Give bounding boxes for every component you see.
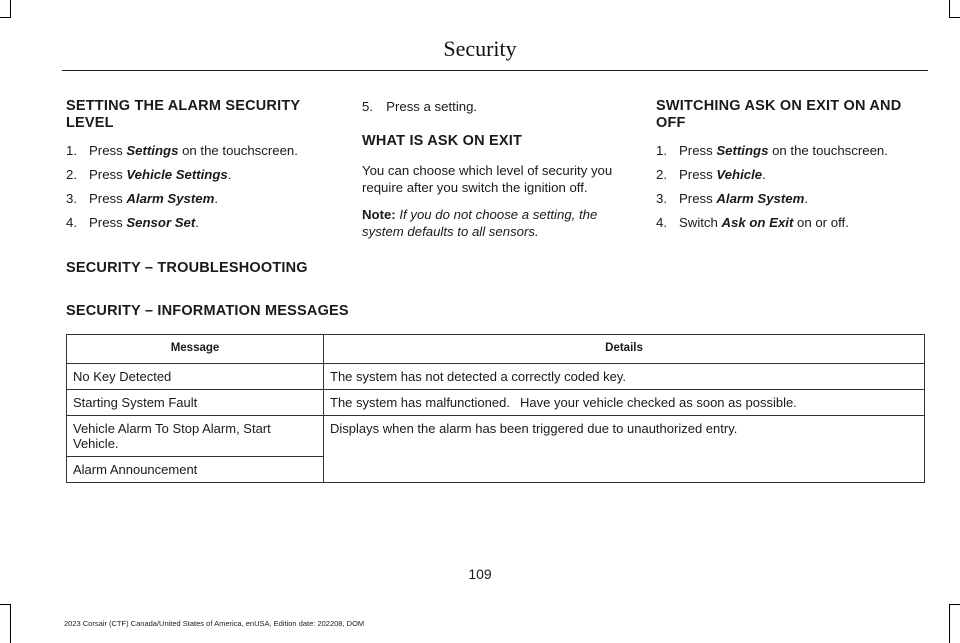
step-item	[656, 166, 916, 183]
step-number: 4.	[656, 215, 667, 230]
note-label: Note:	[362, 207, 396, 222]
step-text: Press	[679, 191, 717, 206]
crop-mark-bottom-right-h	[950, 604, 960, 605]
details-cell: Displays when the alarm has been triggered due to unauthorized entry.	[324, 416, 925, 483]
crop-mark-top-left	[10, 0, 11, 18]
crop-mark-bottom-right	[949, 604, 950, 643]
alarm-security-level-section	[66, 98, 326, 238]
step-text: Press	[89, 143, 127, 158]
step-item	[656, 190, 916, 207]
crop-mark-top-left-h	[0, 17, 10, 18]
step-keyword: Alarm System	[126, 191, 215, 206]
alarm-security-level-steps	[66, 142, 326, 231]
step-item	[656, 142, 916, 159]
step-keyword: Ask on Exit	[721, 215, 794, 230]
step-keyword: Settings	[126, 143, 179, 158]
crop-mark-top-right	[949, 0, 950, 18]
step-text: Press	[89, 215, 127, 230]
message-cell: Vehicle Alarm To Stop Alarm, Start Vehicle.	[67, 416, 324, 457]
step-number: 3.	[656, 191, 667, 206]
note	[362, 206, 632, 240]
table-row	[67, 416, 925, 457]
step-text: Press	[89, 191, 127, 206]
ask-on-exit-body: You can choose which level of security you require after you switch the ignition off.	[362, 163, 613, 195]
table-header-row	[67, 335, 925, 364]
step-text: .	[195, 215, 199, 230]
step-keyword: Vehicle	[716, 167, 763, 182]
step-item	[66, 214, 326, 231]
alarm-security-level-heading: SETTING THE ALARM SECURITY LEVEL	[66, 98, 300, 131]
step-keyword: Vehicle Settings	[126, 167, 228, 182]
ask-on-exit-section	[362, 98, 632, 250]
step-text: .	[804, 191, 809, 206]
step-number: 1.	[656, 143, 667, 158]
note-text: If you do not choose a setting, the system defaults to all sensors.	[362, 207, 598, 239]
troubleshooting-heading: SECURITY – TROUBLESHOOTING	[66, 260, 308, 276]
step-text: on the touchscreen.	[768, 143, 888, 158]
step-5: 5. Press a setting.	[362, 99, 478, 114]
step-item	[66, 190, 326, 207]
step-text: .	[214, 191, 219, 206]
header-rule	[62, 70, 928, 71]
step-text: on the touchscreen.	[178, 143, 298, 158]
column-header-details: Details	[324, 335, 925, 364]
information-messages-table	[66, 334, 925, 483]
message-cell: No Key Detected	[67, 364, 324, 390]
step-item	[66, 166, 326, 183]
message-cell: Starting System Fault	[67, 390, 324, 416]
crop-mark-top-right-h	[950, 17, 960, 18]
table-row	[67, 364, 925, 390]
step-text: on or off.	[793, 215, 849, 230]
ask-on-exit-heading: WHAT IS ASK ON EXIT	[362, 133, 523, 149]
step-text: Press	[89, 167, 127, 182]
message-cell: Alarm Announcement	[67, 457, 324, 483]
switching-ask-on-exit-section	[656, 98, 916, 238]
step-item	[66, 142, 326, 159]
step-number: 2.	[66, 167, 77, 182]
information-messages-heading: SECURITY – INFORMATION MESSAGES	[66, 303, 349, 319]
crop-mark-bottom-left-h	[0, 604, 10, 605]
details-cell: The system has malfunctioned. Have your vehicle checked as soon as possible.	[324, 390, 925, 416]
step-text: Press	[679, 143, 717, 158]
step-text: .	[227, 167, 232, 182]
page-number: 109	[468, 566, 492, 582]
switching-ask-on-exit-steps	[656, 142, 916, 231]
step-number: 1.	[66, 143, 77, 158]
step-text: Switch	[679, 215, 722, 230]
footer-edition-text: 2023 Corsair (CTF) Canada/United States of America, enUSA, Edition date: 202208, DOM	[64, 619, 365, 628]
step-text: Press	[679, 167, 717, 182]
step-text: .	[762, 167, 766, 182]
step-keyword: Settings	[716, 143, 769, 158]
step-number: 3.	[66, 191, 77, 206]
step-number: 4.	[66, 215, 77, 230]
switching-ask-on-exit-heading: SWITCHING ASK ON EXIT ON AND OFF	[656, 98, 902, 131]
step-number: 2.	[656, 167, 667, 182]
table-row	[67, 390, 925, 416]
step-keyword: Sensor Set	[126, 215, 196, 230]
step-item	[656, 214, 916, 231]
crop-mark-bottom-left	[10, 604, 11, 643]
step-keyword: Alarm System	[716, 191, 805, 206]
column-header-message: Message	[67, 335, 324, 364]
page-title: Security	[443, 36, 517, 61]
details-cell: The system has not detected a correctly coded key.	[324, 364, 925, 390]
